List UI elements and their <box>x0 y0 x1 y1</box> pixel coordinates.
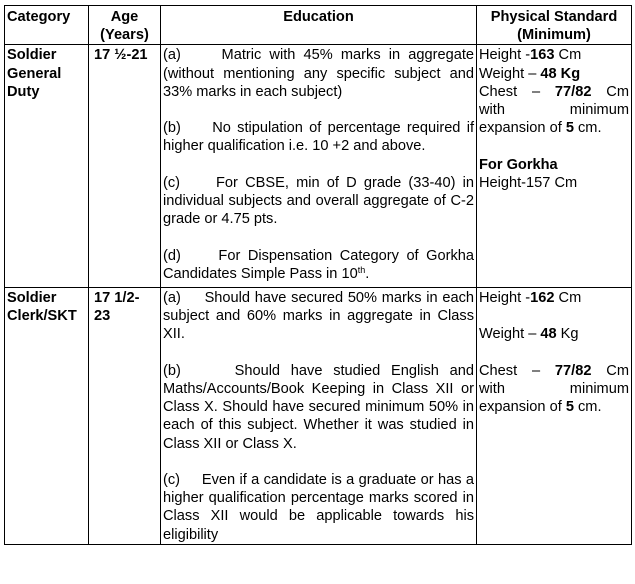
table-row <box>5 45 632 288</box>
education-item: (a) Matric with 45% marks in aggregate (without mentioning any specific subject and 33% marks in each subject) <box>163 47 479 100</box>
category-cell: Soldier Clerk/SKT <box>5 288 89 545</box>
weight-line: Weight – 48 Kg <box>479 326 579 343</box>
eligibility-table <box>4 5 632 545</box>
expansion-line: expansion of 5 cm. <box>479 120 602 137</box>
education-cell <box>161 288 477 545</box>
physical-cell <box>477 45 632 288</box>
age-cell: 17 ½-21 <box>89 45 161 288</box>
expansion-line: expansion of 5 cm. <box>479 399 602 416</box>
physical-cell <box>477 288 632 545</box>
education-item: (c) For CBSE, min of D grade (33-40) in individual subjects and overall aggregate of C-2 grade or 4.75 pts. <box>163 174 479 228</box>
height-line: Height -162 Cm <box>479 290 582 306</box>
header-age: Age (Years) <box>89 6 161 45</box>
education-item: (b) No stipulation of percentage required if higher qualification i.e. 10 +2 and above. <box>163 120 479 155</box>
category-cell: Soldier General Duty <box>5 45 89 288</box>
age-cell: 17 1/2- 23 <box>89 288 161 545</box>
header-physical: Physical Standard (Minimum) <box>477 6 632 45</box>
education-item: (b) Should have studied English and Maths/Accounts/Book Keeping in Class XII or Class X. Should have secured minimum 50% in each of this subject. Whether it was studied in Class XII or Class X. <box>163 362 479 452</box>
header-education: Education <box>161 6 477 45</box>
chest-note-line: with minimum <box>479 102 629 119</box>
chest-line: Chest – 77/82 Cm <box>479 83 629 100</box>
table-row <box>5 288 632 545</box>
height-line: Height -163 Cm <box>479 47 582 64</box>
education-item: (a) Should have secured 50% marks in each subject and 60% marks in aggregate in Class XII. <box>163 290 479 343</box>
chest-note-line: with minimum <box>479 380 629 397</box>
education-cell <box>161 45 477 288</box>
chest-line: Chest – 77/82 Cm <box>479 362 629 379</box>
education-item: (c) Even if a candidate is a graduate or has a higher qualification percentage marks scored in Class XII would be applicable towards his eligibility <box>163 472 479 543</box>
table-header-row <box>5 6 632 45</box>
weight-line: Weight – 48 Kg <box>479 65 581 82</box>
education-item: (d) For Dispensation Category of Gorkha Candidates Simple Pass in 10th. <box>163 247 479 282</box>
header-category: Category <box>5 6 89 45</box>
gorkha-heading: For Gorkha <box>479 156 558 173</box>
gorkha-height: Height-157 Cm <box>479 174 578 191</box>
